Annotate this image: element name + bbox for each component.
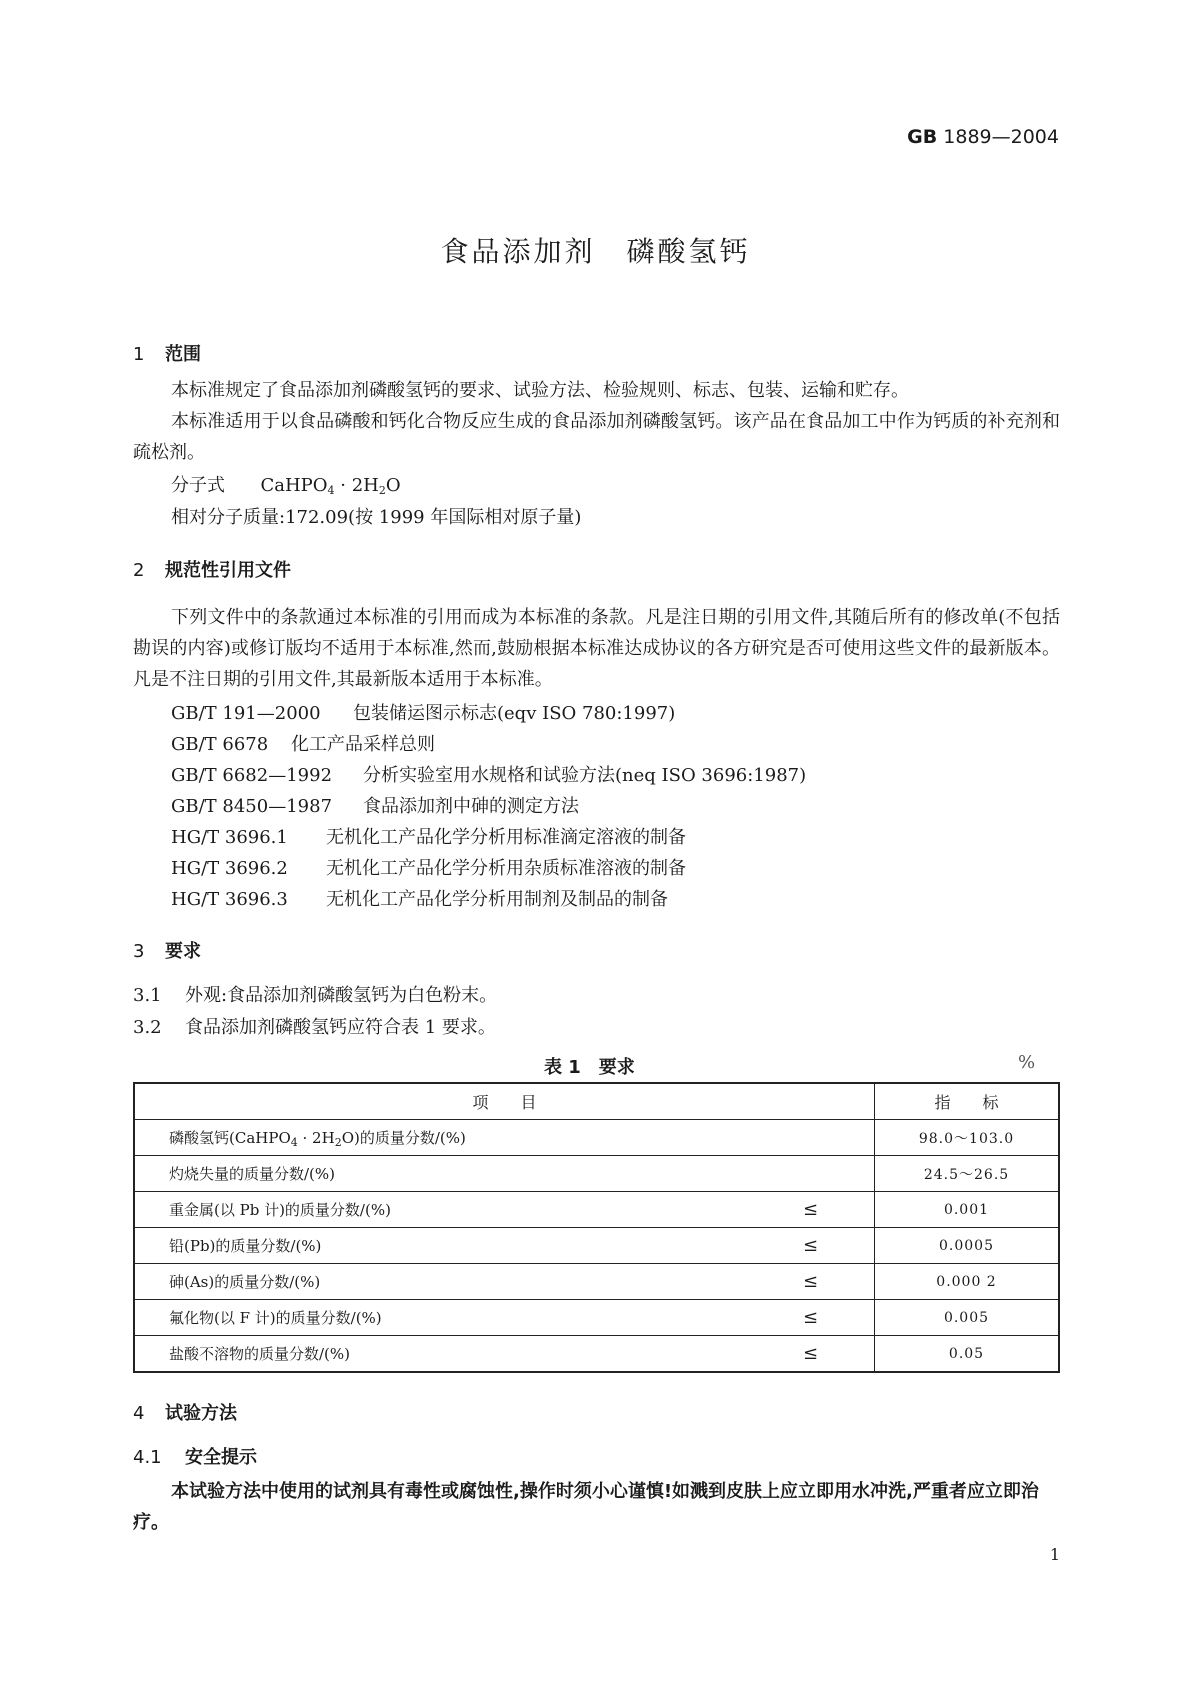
reference-item [171,853,686,884]
reference-title: 包装储运图示标志(eqv ISO 780:1997) [353,703,676,724]
le-symbol: ≤ [803,1307,819,1328]
reference-code: HG/T 3696.2 [171,858,288,879]
section-title: 要求 [165,941,201,962]
column-header-item: 项 目 [134,1083,875,1120]
le-symbol: ≤ [803,1343,819,1364]
table-row [134,1192,1059,1228]
section-4-heading [133,1399,237,1425]
page-number: 1 [1049,1545,1060,1564]
clause-number: 4.1 [133,1447,162,1468]
document-title: 食品添加剂 磷酸氢钙 [440,235,751,268]
row-value: 0.0005 [875,1228,1060,1264]
row-value: 98.0～103.0 [875,1120,1060,1156]
reference-item [171,822,686,853]
section-title: 试验方法 [165,1403,237,1424]
row-item: 砷(As)的质量分数/(%) ≤ [134,1264,875,1300]
clause-text: 食品添加剂磷酸氢钙应符合表 1 要求。 [185,1017,496,1038]
section-number: 3 [133,941,145,962]
formula-label: 分子式 [171,475,225,496]
column-header-value: 指 标 [875,1083,1060,1120]
formula-text: CaHPO$_4$ · $2H_2O$ [260,475,401,497]
reference-code: GB/T 8450—1987 [171,796,333,817]
section-title: 规范性引用文件 [165,560,291,581]
row-item: 铅(Pb)的质量分数/(%) ≤ [134,1228,875,1264]
section-number: 4 [133,1403,145,1424]
table-row [134,1120,1059,1156]
row-item: 磷酸氢钙(CaHPO$_4$ · $2H_2O$)的质量分数/(%) [134,1120,875,1156]
clause-3-2 [133,1013,496,1039]
row-item: 灼烧失量的质量分数/(%) [134,1156,875,1192]
row-value: 0.05 [875,1336,1060,1373]
clause-number: 3.1 [133,985,162,1006]
clause-text: 外观:食品添加剂磷酸氢钙为白色粉末。 [185,985,498,1006]
section-2-heading [133,556,291,582]
row-item: 氟化物(以 F 计)的质量分数/(%) ≤ [134,1300,875,1336]
row-value: 0.005 [875,1300,1060,1336]
row-item: 盐酸不溶物的质量分数/(%) ≤ [134,1336,875,1373]
clause-4-1-heading [133,1443,257,1469]
reference-code: HG/T 3696.1 [171,827,288,848]
reference-title: 无机化工产品化学分析用制剂及制品的制备 [326,889,668,910]
scope-paragraph-1: 本标准规定了食品添加剂磷酸氢钙的要求、试验方法、检验规则、标志、包装、运输和贮存。 [171,380,909,401]
scope-paragraph-2: 本标准适用于以食品磷酸和钙化合物反应生成的食品添加剂磷酸氢钙。该产品在食品加工中作为钙质的补充剂和疏松剂。 [133,411,1060,463]
table-row [134,1300,1059,1336]
standard-code [907,126,1059,148]
clause-number: 3.2 [133,1017,162,1038]
reference-title: 分析实验室用水规格和试验方法(neq ISO 3696:1987) [363,765,807,786]
table-header-row [134,1083,1059,1120]
reference-title: 无机化工产品化学分析用标准滴定溶液的制备 [326,827,686,848]
reference-title: 食品添加剂中砷的测定方法 [363,796,579,817]
standard-number: 1889—2004 [943,126,1059,148]
table-row [134,1336,1059,1373]
molecular-formula [171,470,401,506]
table-row [134,1228,1059,1264]
clause-title: 安全提示 [185,1447,257,1468]
safety-warning: 本试验方法中使用的试剂具有毒性或腐蚀性,操作时须小心谨慎!如溅到皮肤上应立即用水冲洗,严重者应立即治疗。 [133,1481,1039,1533]
references-intro: 下列文件中的条款通过本标准的引用而成为本标准的条款。凡是注日期的引用文件,其随后所有的修改单(不包括勘误的内容)或修订版均不适用于本标准,然而,鼓励根据本标准达成协议的各方研究是否可使用这些文件的最新版本。凡是不注日期的引用文件,其最新版本适用于本标准。 [133,607,1060,690]
clause-3-1 [133,981,497,1007]
reference-code: HG/T 3696.3 [171,889,288,910]
reference-item [171,729,435,760]
reference-title: 化工产品采样总则 [291,734,435,755]
le-symbol: ≤ [803,1235,819,1256]
row-value: 24.5～26.5 [875,1156,1060,1192]
table-row [134,1264,1059,1300]
row-value: 0.001 [875,1192,1060,1228]
reference-item [171,760,806,791]
table-caption: 表 1 要求 [544,1057,635,1078]
reference-title: 无机化工产品化学分析用杂质标准溶液的制备 [326,858,686,879]
le-symbol: ≤ [803,1271,819,1292]
reference-code: GB/T 6682—1992 [171,765,333,786]
section-3-heading [133,937,201,963]
standard-prefix: GB [907,126,938,148]
section-1-heading [133,340,201,366]
reference-code: GB/T 191—2000 [171,703,321,724]
section-number: 1 [133,344,145,365]
reference-item [171,698,675,729]
table-row [134,1156,1059,1192]
reference-item [171,884,668,915]
requirements-table [133,1082,1060,1373]
section-title: 范围 [165,344,201,365]
table-unit: % [1018,1052,1036,1073]
section-number: 2 [133,560,145,581]
reference-code: GB/T 6678 [171,734,269,755]
reference-item [171,791,579,822]
row-item: 重金属(以 Pb 计)的质量分数/(%) ≤ [134,1192,875,1228]
row-value: 0.000 2 [875,1264,1060,1300]
le-symbol: ≤ [803,1199,819,1220]
molecular-mass: 相对分子质量:172.09(按 1999 年国际相对原子量) [171,507,582,528]
